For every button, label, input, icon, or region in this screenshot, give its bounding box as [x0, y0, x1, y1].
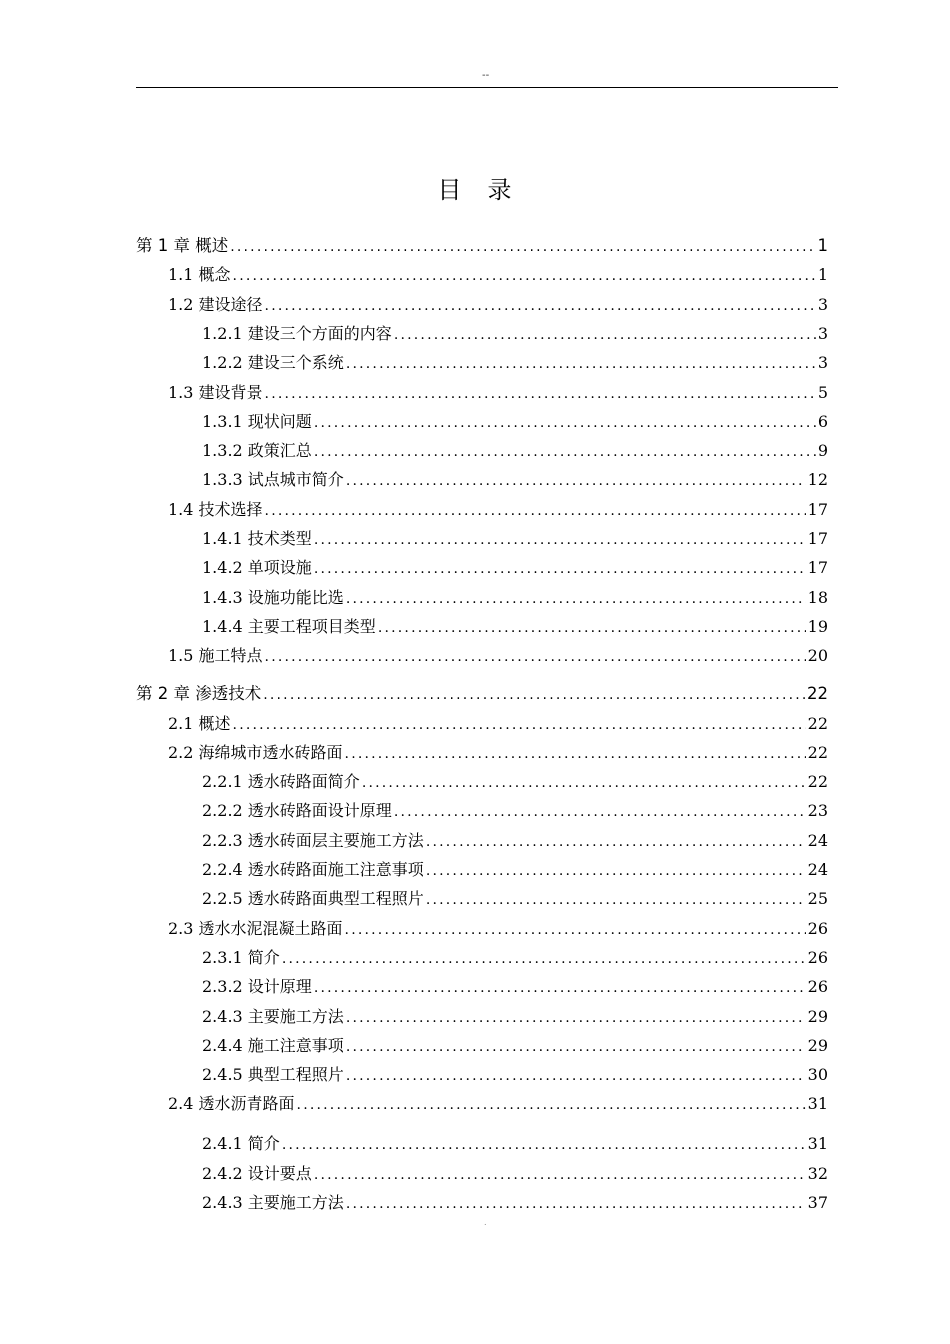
toc-entry-page: 12 [807, 470, 828, 490]
toc-entry-page: 24 [807, 830, 828, 850]
toc-dot-leader [346, 1034, 806, 1060]
toc-entry-page: 31 [807, 1134, 828, 1154]
toc-entry-label: 1.3.2 政策汇总 [202, 441, 312, 461]
toc-entry-page: 1 [817, 265, 828, 285]
toc-entry-label: 2.4.3 主要施工方法 [202, 1006, 344, 1026]
toc-entry-page: 30 [807, 1065, 828, 1085]
toc-entry[interactable] [168, 292, 828, 318]
toc-entry-page: 17 [807, 499, 828, 519]
toc-chapter-entry[interactable] [136, 681, 828, 707]
toc-entry[interactable] [202, 769, 828, 795]
toc-entry-label: 2.4.4 施工注意事项 [202, 1035, 344, 1055]
toc-entry-page: 20 [807, 646, 828, 666]
toc-entry-page: 24 [807, 860, 828, 879]
toc-entry[interactable] [202, 945, 828, 971]
toc-entry-page: 32 [807, 1163, 828, 1183]
toc-dot-leader [265, 498, 806, 524]
toc-entry-page: 3 [817, 294, 828, 314]
toc-entry[interactable] [202, 555, 828, 581]
toc-entry-label: 2.4 透水沥青路面 [168, 1094, 295, 1114]
toc-entry-label: 1.4.2 单项设施 [202, 558, 312, 578]
toc-dot-leader [394, 322, 816, 348]
toc-entry-page: 31 [807, 1094, 828, 1114]
toc-entry[interactable] [168, 380, 828, 406]
toc-entry-label: 2.3.2 设计原理 [202, 977, 312, 997]
toc-entry-label: 1.4.1 技术类型 [202, 529, 312, 548]
toc-entry[interactable] [202, 350, 828, 376]
toc-entry[interactable] [202, 857, 828, 883]
toc-entry-label: 1.1 概念 [168, 265, 231, 285]
toc-entry-page: 29 [807, 1035, 828, 1055]
toc-entry-page: 26 [807, 918, 828, 938]
toc-entry-page: 22 [807, 684, 828, 704]
toc-entry-label: 第 1 章 概述 [136, 236, 229, 255]
toc-dot-leader [265, 381, 816, 407]
toc-entry[interactable] [168, 497, 828, 523]
toc-dot-leader [314, 1162, 806, 1188]
toc-entry[interactable] [202, 1131, 828, 1157]
toc-entry-page: 9 [817, 441, 828, 461]
toc-entry[interactable] [202, 585, 828, 611]
toc-entry[interactable] [202, 1161, 828, 1187]
toc-entry-page: 3 [817, 323, 828, 343]
toc-entry[interactable] [202, 526, 828, 552]
toc-entry-page: 5 [817, 382, 828, 402]
toc-entry-page: 23 [807, 801, 828, 821]
toc-entry[interactable] [168, 643, 828, 669]
toc-entry-page: 1 [817, 236, 828, 255]
toc-entry-label: 1.4.4 主要工程项目类型 [202, 616, 376, 636]
toc-dot-leader [346, 1005, 806, 1031]
toc-chapter-entry[interactable] [136, 233, 828, 259]
toc-entry[interactable] [202, 974, 828, 1000]
toc-entry-page: 29 [807, 1006, 828, 1026]
toc-entry-label: 1.3.3 试点城市简介 [202, 470, 344, 490]
toc-entry-label: 1.4.3 设施功能比选 [202, 587, 344, 607]
toc-entry-label: 2.2.5 透水砖路面典型工程照片 [202, 889, 424, 909]
toc-entry-page: 26 [807, 977, 828, 997]
toc-entry[interactable] [202, 1062, 828, 1088]
toc-entry-label: 2.2.2 透水砖路面设计原理 [202, 801, 392, 821]
toc-entry[interactable] [202, 467, 828, 493]
page-title: 目录 [437, 176, 538, 204]
toc-dot-leader [265, 293, 816, 319]
toc-dot-leader [426, 887, 806, 913]
toc-entry[interactable] [202, 409, 828, 435]
toc-dot-leader [282, 946, 806, 972]
toc-entry[interactable] [202, 886, 828, 912]
toc-entry-page: 3 [817, 353, 828, 373]
toc-entry[interactable] [202, 1033, 828, 1059]
toc-entry-label: 2.2 海绵城市透水砖路面 [168, 742, 343, 762]
toc-entry[interactable] [202, 438, 828, 464]
toc-entry[interactable] [202, 1004, 828, 1030]
toc-entry-page: 22 [807, 713, 828, 733]
toc-dot-leader [314, 439, 816, 465]
toc-entry-label: 2.4.2 设计要点 [202, 1163, 312, 1183]
toc-dot-leader [345, 741, 806, 767]
toc-dot-leader [346, 1191, 806, 1217]
toc-dot-leader [314, 975, 806, 1001]
toc-entry-label: 1.4 技术选择 [168, 499, 263, 519]
toc-dot-leader [233, 263, 816, 289]
toc-entry-label: 1.2 建设途径 [168, 294, 263, 314]
toc-dot-leader [314, 527, 806, 553]
header-mark: -- [482, 70, 490, 81]
toc-dot-leader [314, 556, 806, 582]
toc-entry-label: 2.2.4 透水砖路面施工注意事项 [202, 860, 424, 879]
toc-dot-leader [378, 615, 806, 641]
toc-entry-page: 17 [807, 529, 828, 548]
toc-dot-leader [345, 917, 806, 943]
toc-entry-page: 26 [807, 947, 828, 967]
toc-entry-label: 1.2.1 建设三个方面的内容 [202, 323, 392, 343]
toc-dot-leader [282, 1132, 806, 1158]
toc-entry-page: 18 [807, 587, 828, 607]
toc-entry-label: 2.2.1 透水砖路面简介 [202, 772, 360, 792]
toc-entry-label: 2.4.5 典型工程照片 [202, 1065, 344, 1085]
toc-dot-leader [297, 1092, 806, 1118]
toc-entry-page: 37 [807, 1193, 828, 1212]
toc-dot-leader [265, 644, 806, 670]
toc-entry[interactable] [168, 740, 828, 766]
toc-entry-label: 2.4.1 简介 [202, 1134, 280, 1154]
toc-entry[interactable] [202, 321, 828, 347]
toc-dot-leader [346, 586, 806, 612]
toc-entry-label: 1.2.2 建设三个系统 [202, 353, 344, 373]
toc-entry-page: 6 [817, 411, 828, 431]
toc-entry-label: 2.2.3 透水砖面层主要施工方法 [202, 830, 424, 850]
footer-mark: . [484, 1218, 487, 1227]
toc-entry[interactable] [168, 262, 828, 288]
toc-dot-leader [426, 829, 806, 855]
toc-entry[interactable] [168, 1091, 828, 1117]
toc-entry-label: 第 2 章 渗透技术 [136, 684, 262, 704]
toc-dot-leader [233, 712, 806, 738]
toc-entry-label: 1.3.1 现状问题 [202, 411, 312, 431]
toc-dot-leader [346, 1063, 806, 1089]
toc-entry-page: 17 [807, 558, 828, 578]
toc-entry-page: 19 [807, 616, 828, 636]
toc-entry-label: 1.5 施工特点 [168, 646, 263, 666]
toc-dot-leader [346, 468, 806, 494]
toc-entry-label: 2.3.1 简介 [202, 947, 280, 967]
toc-dot-leader [314, 410, 816, 436]
toc-entry-label: 2.1 概述 [168, 713, 231, 733]
toc-entry-page: 25 [807, 889, 828, 909]
toc-dot-leader [230, 234, 815, 260]
toc-dot-leader [362, 770, 806, 796]
toc-dot-leader [263, 682, 805, 708]
toc-entry[interactable] [168, 711, 828, 737]
toc-entry[interactable] [202, 614, 828, 640]
toc-entry[interactable] [202, 828, 828, 854]
toc-entry[interactable] [168, 916, 828, 942]
toc-entry[interactable] [202, 1190, 828, 1216]
toc-dot-leader [394, 799, 806, 825]
toc-entry-label: 2.3 透水水泥混凝土路面 [168, 918, 343, 938]
toc-entry-page: 22 [807, 772, 828, 792]
toc-entry-label: 1.3 建设背景 [168, 382, 263, 402]
toc-dot-leader [346, 351, 816, 377]
toc-entry-label: 2.4.3 主要施工方法 [202, 1193, 344, 1212]
toc-entry[interactable] [202, 798, 828, 824]
toc-dot-leader [426, 858, 806, 884]
header-rule [136, 87, 838, 88]
toc-entry-page: 22 [807, 742, 828, 762]
